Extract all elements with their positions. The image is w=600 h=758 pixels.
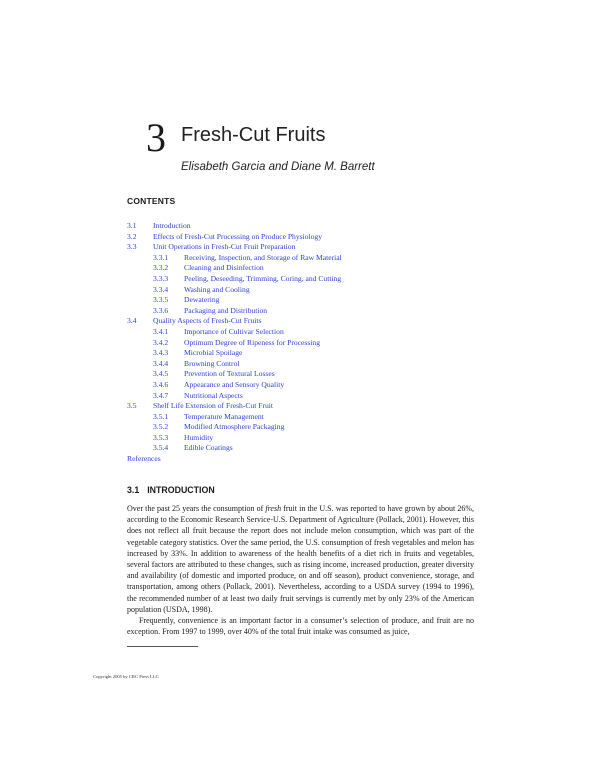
toc-entry[interactable] (127, 253, 487, 264)
toc-entry[interactable] (127, 422, 487, 433)
toc-number: 3.3.5 (153, 295, 169, 305)
toc-number: 3.5.2 (153, 422, 169, 432)
toc-number: 3.5.4 (153, 443, 169, 453)
toc-title: Introduction (153, 221, 191, 230)
paragraph: Frequently, convenience is an important factor in a consumer’s selection of produce, and fruit are no exception. From 1997 to 1999, over 40% of the total fruit intake was consumed as juice, (127, 616, 474, 637)
paragraph-text: Over the past 25 years the consumption of (127, 504, 266, 513)
toc-number: 3.5 (127, 401, 137, 411)
toc-entry[interactable] (127, 338, 487, 349)
toc-number: 3.3.4 (153, 284, 169, 294)
toc-entry[interactable] (127, 348, 487, 359)
toc-title: Prevention of Textural Losses (184, 369, 275, 379)
toc-number: 3.3.1 (153, 252, 169, 262)
toc-number: 3.5.3 (153, 432, 169, 442)
contents-heading: CONTENTS (127, 196, 176, 206)
toc-entry[interactable] (127, 316, 487, 327)
toc-title: Unit Operations in Fresh-Cut Fruit Preparation (153, 242, 296, 252)
toc-title: Shelf Life Extension of Fresh-Cut Fruit (153, 401, 274, 411)
section-title: INTRODUCTION (147, 485, 215, 495)
toc-entry[interactable] (127, 369, 487, 380)
toc-title: Nutritional Aspects (184, 390, 243, 400)
paragraph-text: fruit in the U.S. was reported to have grown by about 26%, according to the Economic Research Service-U.S. Department of Agriculture (Pollack, 2001). However, this does not reflect all fruit because the report does not include melon consumption, which was part of the vegetable category statistics. Over the same period, the U.S. consumption of fresh vegetables and melon has increased by 33%. In addition to awareness of the health benefits of a diet rich in fruits and vegetables, several factors are attributed to these changes, such as rising income, increased production, greater diversity and availability (of domestic and imported produce, on and off season), product convenience, storage, and transportation, among others (Pollack, 2001). Nevertheless, according to a USDA survey (1994 to 1996), the recommended number of at least two daily fruit servings is currently met by only 23% of the American population (USDA, 1998). (127, 504, 474, 614)
toc-title: Cleaning and Disinfection (184, 263, 264, 273)
toc-title: Modified Atmosphere Packaging (184, 422, 285, 432)
section-number: 3.1 (127, 485, 140, 495)
toc-number: 3.4.7 (153, 390, 169, 400)
toc-title: Washing and Cooling (184, 284, 250, 294)
toc-title: Peeling, Deseeding, Trimming, Coring, and Cutting (184, 273, 342, 283)
toc-title: Temperature Management (184, 411, 264, 421)
toc-entry[interactable] (127, 443, 487, 454)
chapter-number: 3 (146, 115, 166, 160)
toc-entry[interactable] (127, 232, 487, 243)
toc-title: References (127, 454, 161, 464)
toc-entry[interactable] (127, 295, 487, 306)
copyright-notice: Copyright 2005 by CRC Press LLC (93, 674, 159, 679)
emphasis-text: fresh (265, 504, 282, 513)
toc-entry[interactable] (127, 401, 487, 412)
toc-number: 3.4.1 (153, 326, 169, 336)
toc-number: 3.2 (127, 231, 137, 241)
toc-title: Quality Aspects of Fresh-Cut Fruits (153, 316, 262, 326)
toc-title: Optimum Degree of Ripeness for Processing (184, 337, 321, 347)
toc-number: 3.3.2 (153, 263, 169, 273)
toc-number: 3.5.1 (153, 411, 169, 421)
toc-title: Receiving, Inspection, and Storage of Raw Material (184, 252, 342, 262)
toc-title: Importance of Cultivar Selection (184, 326, 284, 336)
toc-title: Packaging and Distribution (184, 305, 268, 315)
toc-number: 3.4 (127, 316, 137, 326)
toc-entry[interactable] (127, 263, 487, 274)
body-text (127, 503, 474, 637)
toc-title: Dewatering (184, 295, 220, 305)
toc-entry[interactable] (127, 306, 487, 317)
toc-entry[interactable] (127, 221, 487, 232)
toc-entry[interactable] (127, 391, 487, 402)
toc-entry[interactable] (127, 274, 487, 285)
toc-title: Appearance and Sensory Quality (184, 379, 285, 389)
toc-entry[interactable] (127, 454, 487, 465)
toc-title: Edible Coatings (184, 443, 233, 453)
toc-title: Browning Control (184, 358, 240, 368)
chapter-authors: Elisabeth Garcia and Diane M. Barrett (181, 161, 375, 173)
toc-entry[interactable] (127, 285, 487, 296)
toc-title: Effects of Fresh-Cut Processing on Produce Physiology (153, 231, 323, 241)
toc-title: Humidity (184, 432, 214, 442)
toc-entry[interactable] (127, 412, 487, 423)
footnote-divider (127, 646, 198, 647)
toc-number: 3.3.6 (153, 305, 169, 315)
toc-entry[interactable] (127, 359, 487, 370)
chapter-title: Fresh-Cut Fruits (181, 124, 326, 146)
toc-number: 3.1 (127, 221, 137, 230)
toc-number: 3.3.3 (153, 273, 169, 283)
toc-number: 3.4.2 (153, 337, 169, 347)
toc-number: 3.4.4 (153, 358, 169, 368)
toc-entry[interactable] (127, 380, 487, 391)
toc-entry[interactable] (127, 242, 487, 253)
section-heading (127, 485, 215, 495)
toc-number: 3.4.6 (153, 379, 169, 389)
toc-entry[interactable] (127, 433, 487, 444)
toc-title: Microbial Spoilage (184, 348, 243, 358)
toc-number: 3.3 (127, 242, 137, 252)
toc-number: 3.4.3 (153, 348, 169, 358)
table-of-contents (127, 221, 487, 465)
toc-number: 3.4.5 (153, 369, 169, 379)
toc-entry[interactable] (127, 327, 487, 338)
paragraph (127, 503, 474, 615)
